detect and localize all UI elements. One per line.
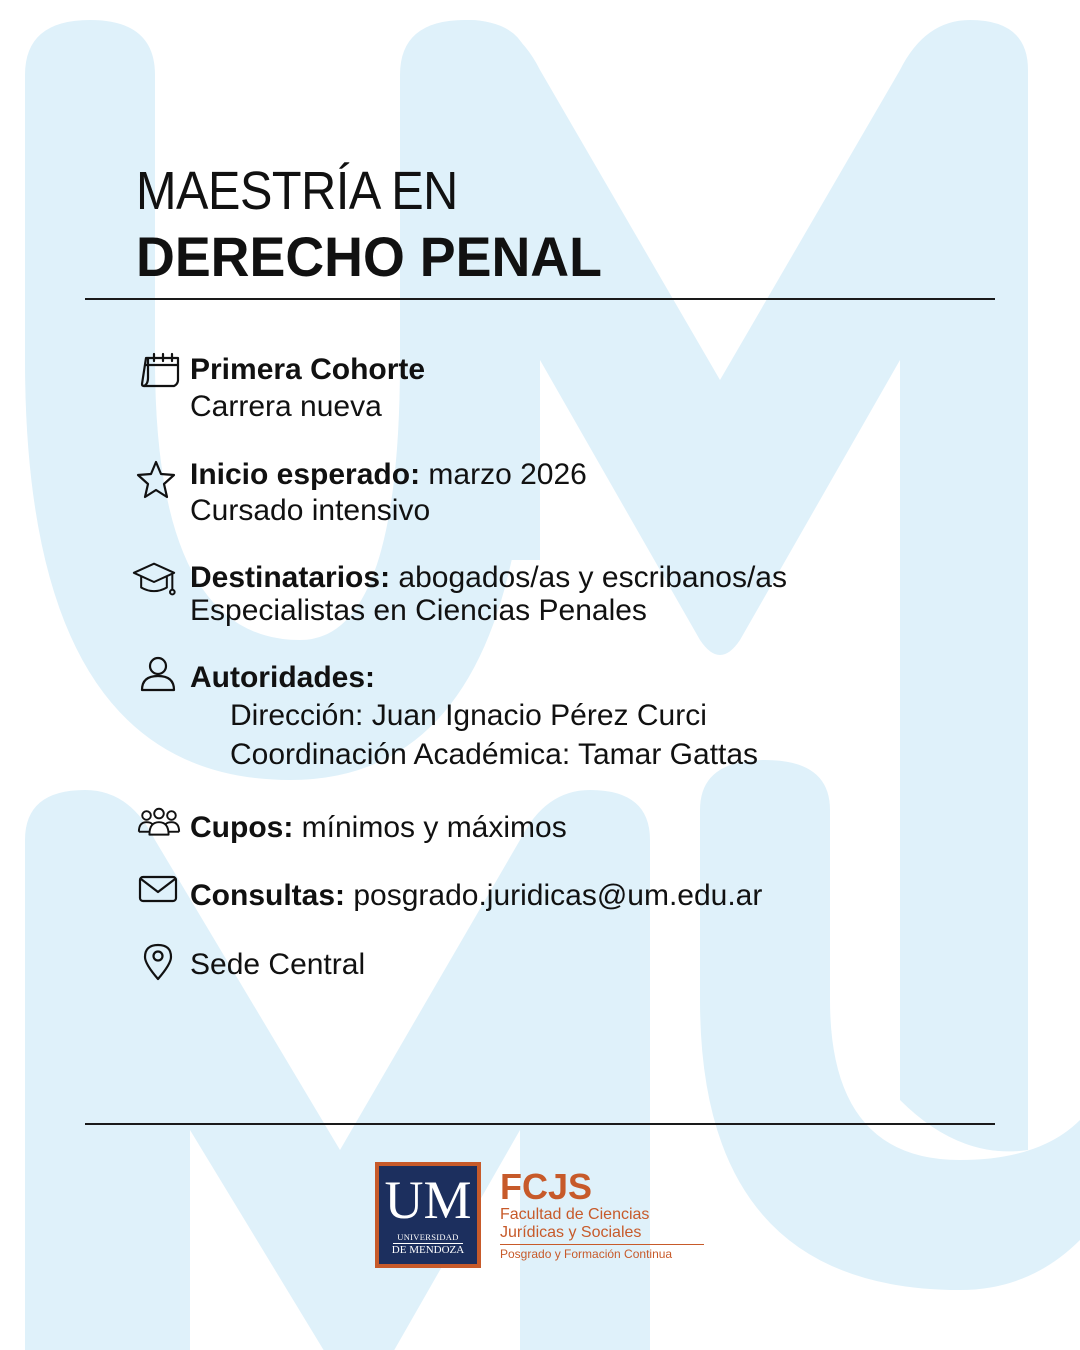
title-line-1: MAESTRÍA EN	[136, 161, 458, 221]
item-detail-inicio: Cursado intensivo	[190, 494, 431, 527]
item-label-destinatarios: Destinatarios:	[190, 561, 391, 594]
item-label-inicio: Inicio esperado:	[190, 458, 421, 491]
item-line-consultas	[190, 878, 762, 914]
calendar-icon	[136, 350, 180, 394]
item-label-autoridades: Autoridades:	[190, 661, 376, 694]
location-pin-icon	[140, 942, 176, 982]
faculty-program-line: Posgrado y Formación Continua	[500, 1247, 673, 1261]
graduation-cap-icon	[132, 560, 176, 604]
item-detail-destinatarios: Especialistas en Ciencias Penales	[190, 594, 647, 627]
item-line-cupos	[190, 810, 567, 846]
item-detail-coordinacion: Coordinación Académica: Tamar Gattas	[230, 738, 759, 771]
um-logo	[375, 1162, 481, 1268]
item-detail-cohorte: Carrera nueva	[190, 390, 382, 423]
group-icon	[136, 804, 182, 848]
star-icon	[134, 458, 178, 502]
um-logo-letters: UM	[384, 1170, 472, 1230]
item-detail-direccion: Dirección: Juan Ignacio Pérez Curci	[230, 699, 707, 732]
faculty-abbreviation: FCJS	[500, 1166, 593, 1207]
top-divider	[85, 298, 995, 300]
bottom-divider	[85, 1123, 995, 1125]
envelope-icon	[138, 873, 178, 905]
title-line-2: DERECHO PENAL	[136, 225, 602, 288]
item-label-cupos: Cupos:	[190, 811, 294, 844]
um-logo-line-2: DE MENDOZA	[391, 1244, 465, 1256]
item-value-sede: Sede Central	[190, 948, 366, 981]
faculty-name-line-2: Jurídicas y Sociales	[500, 1224, 642, 1241]
item-line-destinatarios	[190, 560, 787, 596]
item-value-email[interactable]: posgrado.juridicas@um.edu.ar	[353, 879, 763, 912]
item-line-inicio	[190, 457, 587, 493]
faculty-rule	[500, 1244, 704, 1245]
item-label-consultas: Consultas:	[190, 879, 346, 912]
item-label-cohorte: Primera Cohorte	[190, 353, 426, 386]
user-icon	[136, 654, 180, 698]
faculty-name-line-1: Facultad de Ciencias	[500, 1206, 650, 1223]
um-logo-inner	[379, 1166, 477, 1264]
um-logo-line-1: UNIVERSIDAD	[397, 1232, 459, 1242]
item-value-cupos: mínimos y máximos	[301, 811, 567, 844]
item-value-destinatarios: abogados/as y escribanos/as	[398, 561, 787, 594]
item-value-inicio: marzo 2026	[428, 458, 587, 491]
